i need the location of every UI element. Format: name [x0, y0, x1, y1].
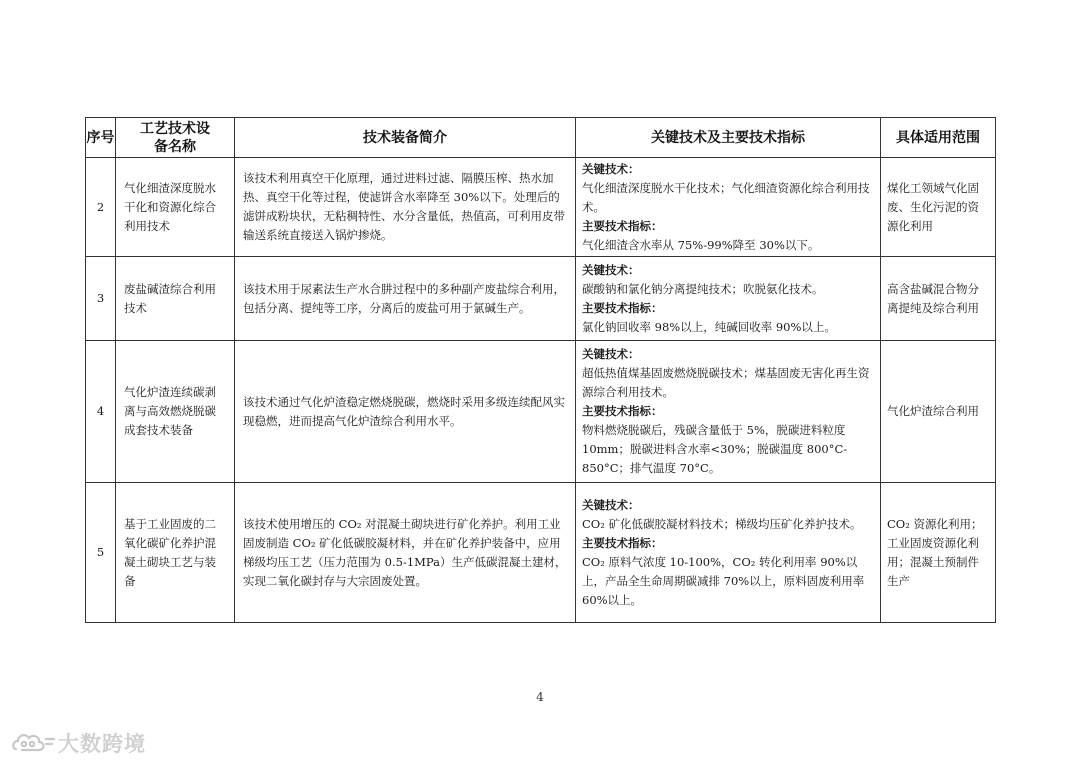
- table-row: [86, 257, 996, 341]
- scope: 煤化工领域气化固废、生化污泥的资源化利用: [881, 158, 996, 257]
- key-tech-text: 超低热值煤基固废燃烧脱碳技术；煤基固废无害化再生资源综合利用技术。: [582, 366, 870, 399]
- key-tech-text: 气化细渣深度脱水干化技术；气化细渣资源化综合利用技术。: [582, 180, 870, 214]
- header-num: 序号: [86, 118, 116, 158]
- cloud-logo-icon: [10, 729, 56, 757]
- technology-table: [85, 117, 996, 623]
- key-tech-label: 关键技术：: [582, 347, 640, 361]
- main-index-text: 氯化钠回收率 98%以上，纯碱回收率 90%以上。: [582, 319, 836, 334]
- main-index-label: 主要技术指标：: [582, 535, 663, 550]
- main-index-label: 主要技术指标：: [582, 300, 663, 315]
- table-row: [86, 341, 996, 483]
- watermark: [10, 728, 146, 758]
- key-tech-text: 碳酸钠和氯化钠分离提纯技术；吹脱氨化技术。: [582, 281, 824, 296]
- tech-description: 该技术利用真空干化原理，通过进料过滤、隔膜压榨、热水加热、真空干化等过程，使滤饼含水率降至 30%以下。处理后的滤饼成粉块状，无粘稠特性、水分含量低，热值高，可利用皮带输送系统直接送入锅炉掺烧。: [235, 158, 576, 257]
- watermark-text: 大数跨境: [58, 732, 146, 756]
- table-row: [86, 483, 996, 623]
- row-number: 5: [86, 483, 116, 623]
- main-index-text: 气化细渣含水率从 75%-99%降至 30%以下。: [582, 237, 820, 252]
- header-name: 工艺技术设备名称: [116, 118, 235, 158]
- main-index-label: 主要技术指标：: [582, 218, 663, 233]
- tech-name: 气化炉渣连续碳剥离与高效燃烧脱碳成套技术装备: [116, 341, 235, 483]
- row-number: 2: [86, 158, 116, 257]
- key-tech-label: 关键技术：: [582, 161, 640, 176]
- tech-name: 基于工业固废的二氧化碳矿化养护混凝土砌块工艺与装备: [116, 483, 235, 623]
- table-header-row: [86, 118, 996, 158]
- main-index-label: 主要技术指标：: [582, 404, 663, 418]
- tech-description: 该技术通过气化炉渣稳定燃烧脱碳，燃烧时采用多级连续配风实现稳燃，进而提高气化炉渣综合利用水平。: [235, 341, 576, 483]
- tech-name: 气化细渣深度脱水干化和资源化综合利用技术: [116, 158, 235, 257]
- header-scope: 具体适用范围: [881, 118, 996, 158]
- main-index-text: CO₂ 原料气浓度 10-100%，CO₂ 转化利用率 90%以上，产品全生命周期碳减排 70%以上，原料固废利用率 60%以上。: [582, 554, 865, 607]
- scope: 气化炉渣综合利用: [881, 341, 996, 483]
- scope: 高含盐碱混合物分离提纯及综合利用: [881, 257, 996, 341]
- key-tech-text: CO₂ 矿化低碳胶凝材料技术；梯级均压矿化养护技术。: [582, 516, 862, 531]
- row-number: 3: [86, 257, 116, 341]
- tech-description: 该技术用于尿素法生产水合肼过程中的多种副产废盐综合利用，包括分离、提纯等工序，分离后的废盐可用于氯碱生产。: [235, 257, 576, 341]
- table-row: [86, 158, 996, 257]
- key-tech-label: 关键技术：: [582, 262, 640, 277]
- key-tech-cell: [576, 158, 881, 257]
- scope: CO₂ 资源化利用；工业固废资源化利用；混凝土预制件生产: [881, 483, 996, 623]
- header-key: 关键技术及主要技术指标: [576, 118, 881, 158]
- header-desc: 技术装备简介: [235, 118, 576, 158]
- tech-description: 该技术使用增压的 CO₂ 对混凝土砌块进行矿化养护。利用工业固废制造 CO₂ 矿化低碳胶凝材料，并在矿化养护装备中，应用梯级均压工艺（压力范围为 0.5-1MPa）生产低碳混凝土建材，实现二氧化碳封存与大宗固废处置。: [235, 483, 576, 623]
- tech-name: 废盐碱渣综合利用技术: [116, 257, 235, 341]
- main-index-text: 物料燃烧脱碳后，残碳含量低于 5%，脱碳进料粒度 10mm；脱碳进料含水率<30%；脱碳温度 800°C-850°C；排气温度 70°C。: [582, 423, 848, 475]
- key-tech-cell: [576, 257, 881, 341]
- key-tech-cell: [576, 341, 881, 483]
- key-tech-cell: [576, 483, 881, 623]
- page-number: 4: [536, 690, 544, 704]
- key-tech-label: 关键技术：: [582, 497, 640, 512]
- row-number: 4: [86, 341, 116, 483]
